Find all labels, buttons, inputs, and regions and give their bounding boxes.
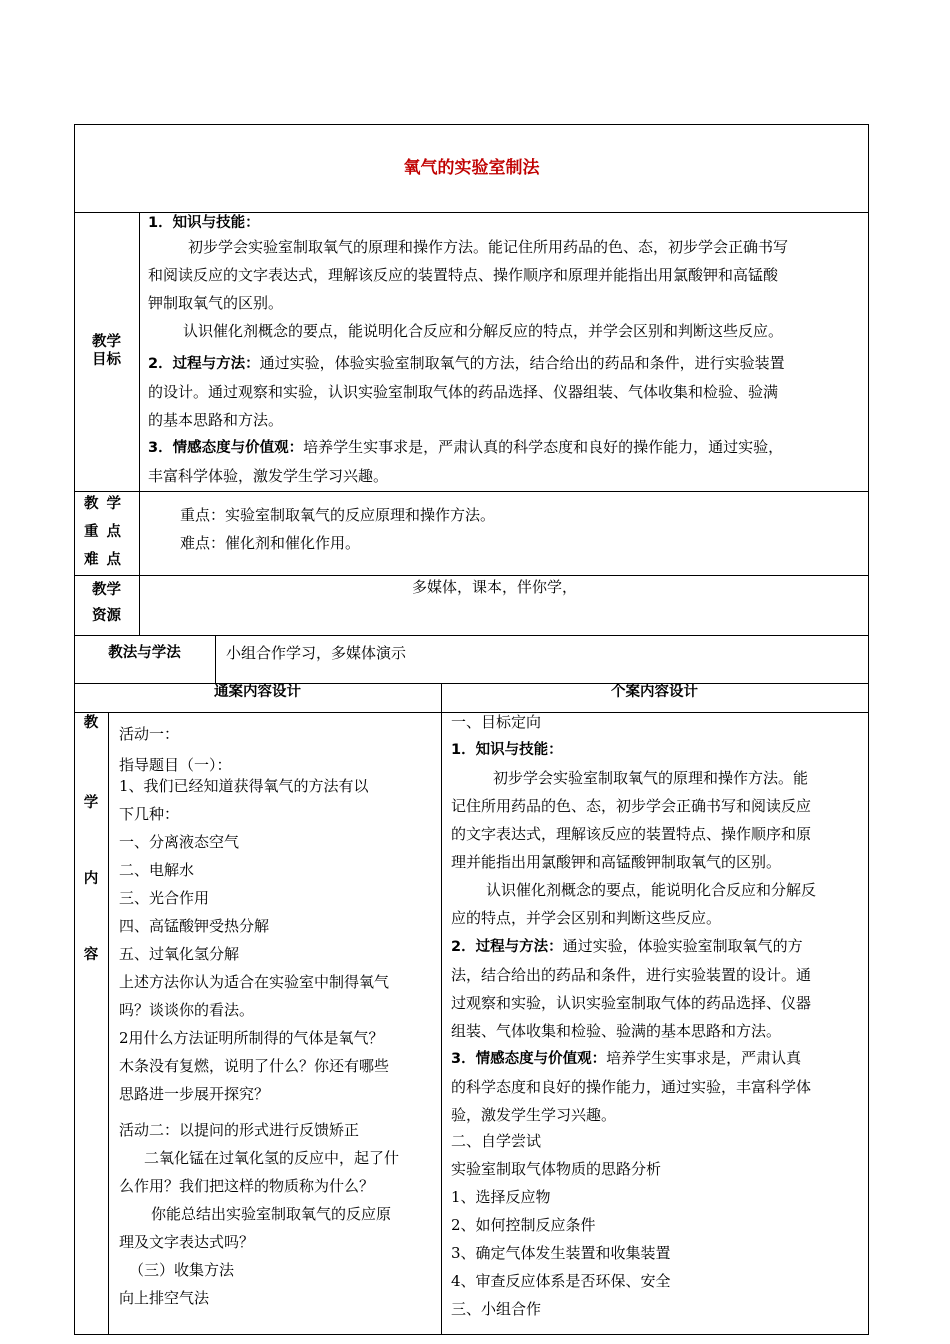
- right-knowledge-heading: 1．知识与技能：: [451, 742, 563, 758]
- table-rule-keypoints: [74, 575, 869, 576]
- left-line: 指导题目（一）：: [119, 756, 232, 774]
- right-goal-heading: 一、目标定向: [451, 713, 542, 731]
- right-self-study: 二、自学尝试 实验室制取气体物质的思路分析 1、选择反应物 2、如何控制反应条件 3、确定气体发生装置和收集装置 4、审查反应体系是否环保、安全 三、小组合作: [451, 1132, 671, 1318]
- page-title: 氧气的实验室制法: [403, 158, 540, 178]
- objectives-process: 2．过程与方法：通过实验，体验实验室制取氧气的方法，结合给出的药品和条件，进行实验装置 的设计。通过观察和实验，认识实验室制取气体的药品选择、仪器组装、气体收集和检验、验满 的基本思路和方法。: [148, 354, 785, 429]
- left-line: 活动一：: [119, 725, 180, 743]
- left-activity-two: 活动二：以提问的形式进行反馈矫正 二氧化锰在过氧化氢的反应中，起了什 么作用？我们把这样的物质称为什么？ 你能总结出实验室制取氧气的反应原 理及文字表达式吗？ （三）收集方法 向上排空气法: [119, 1121, 400, 1307]
- right-attitude: 3．情感态度与价值观：培养学生实事求是，严肃认真 的科学态度和良好的操作能力，通过实验，丰富科学体 验，激发学生学习兴趣。: [451, 1049, 812, 1124]
- methods-label: 教法与学法: [108, 645, 181, 661]
- objectives-knowledge-heading: 1．知识与技能：: [148, 215, 260, 231]
- resources-text: 多媒体，课本，伴你学，: [412, 578, 578, 596]
- methods-text: 小组合作学习，多媒体演示: [226, 644, 407, 662]
- keypoints-difficulty: 难点：催化剂和催化作用。: [180, 534, 361, 552]
- right-knowledge-text: 初步学会实验室制取氧气的原理和操作方法。能 记住所用药品的色、态，初步学会正确书写和阅读反应 的文字表达式，理解该反应的装置特点、操作顺序和原 理并能指出用氯酸钾和高锰酸钾制取氧气的区别。 认识催化剂概念的要点，能说明化合反应和分解反 应的特点，并学会区别和判断这些反应。: [451, 769, 817, 927]
- objectives-knowledge-text: 初步学会实验室制取氧气的原理和操作方法。能记住所用药品的色、态，初步学会正确书写 和阅读反应的文字表达式，理解该反应的装置特点、操作顺序和原理并能指出用氯酸钾和高锰酸 钾制取氧气的区别。 认识催化剂概念的要点，能说明化合反应和分解反应的特点，并学会区别和判断这些反应。: [148, 238, 789, 340]
- content-label-rule: [108, 712, 109, 1335]
- objectives-label: 教学 目标: [92, 334, 121, 368]
- content-label-char: 容: [83, 947, 99, 963]
- right-process: 2．过程与方法：通过实验，体验实验室制取氧气的方 法，结合给出的药品和条件，进行实验装置的设计。通 过观察和实验，认识实验室制取气体的药品选择、仪器 组装、气体收集和检验、验满的基本思路和方法。: [451, 937, 812, 1040]
- left-activity-one: 1、我们已经知道获得氧气的方法有以 下几种： 一、分离液态空气 二、电解水 三、光合作用 四、高锰酸钾受热分解 五、过氧化氢分解 上述方法你认为适合在实验室中制得氧气 吗？谈谈你的看法。 2用什么方法证明所制得的气体是氧气？ 木条没有复燃，说明了什么？你还有哪些 思路进一步展开探究？: [119, 777, 390, 1103]
- objectives-attitude: 3．情感态度与价值观：培养学生实事求是，严肃认真的科学态度和良好的操作能力，通过实验， 丰富科学体验，激发学生学习兴趣。: [148, 438, 784, 485]
- content-label-char: 教: [83, 715, 99, 731]
- table-border-top: [74, 124, 869, 125]
- left-column-header: 通案内容设计: [214, 684, 301, 700]
- table-border-bottom: [74, 1334, 869, 1335]
- columns-divider: [441, 683, 442, 1335]
- content-label-char: 内: [83, 871, 99, 887]
- content-label-char: 学: [83, 795, 99, 811]
- keypoints-focus: 重点：实验室制取氧气的反应原理和操作方法。: [180, 506, 496, 524]
- right-column-header: 个案内容设计: [611, 684, 698, 700]
- resources-label: 教学 资源: [92, 582, 121, 624]
- keypoints-label: 教学 重点 难点: [84, 496, 129, 568]
- methods-label-rule: [215, 635, 216, 684]
- table-border-right: [868, 124, 869, 1335]
- label-column-rule: [139, 212, 140, 636]
- table-rule-resources: [74, 635, 869, 636]
- table-rule-objectives: [74, 491, 869, 492]
